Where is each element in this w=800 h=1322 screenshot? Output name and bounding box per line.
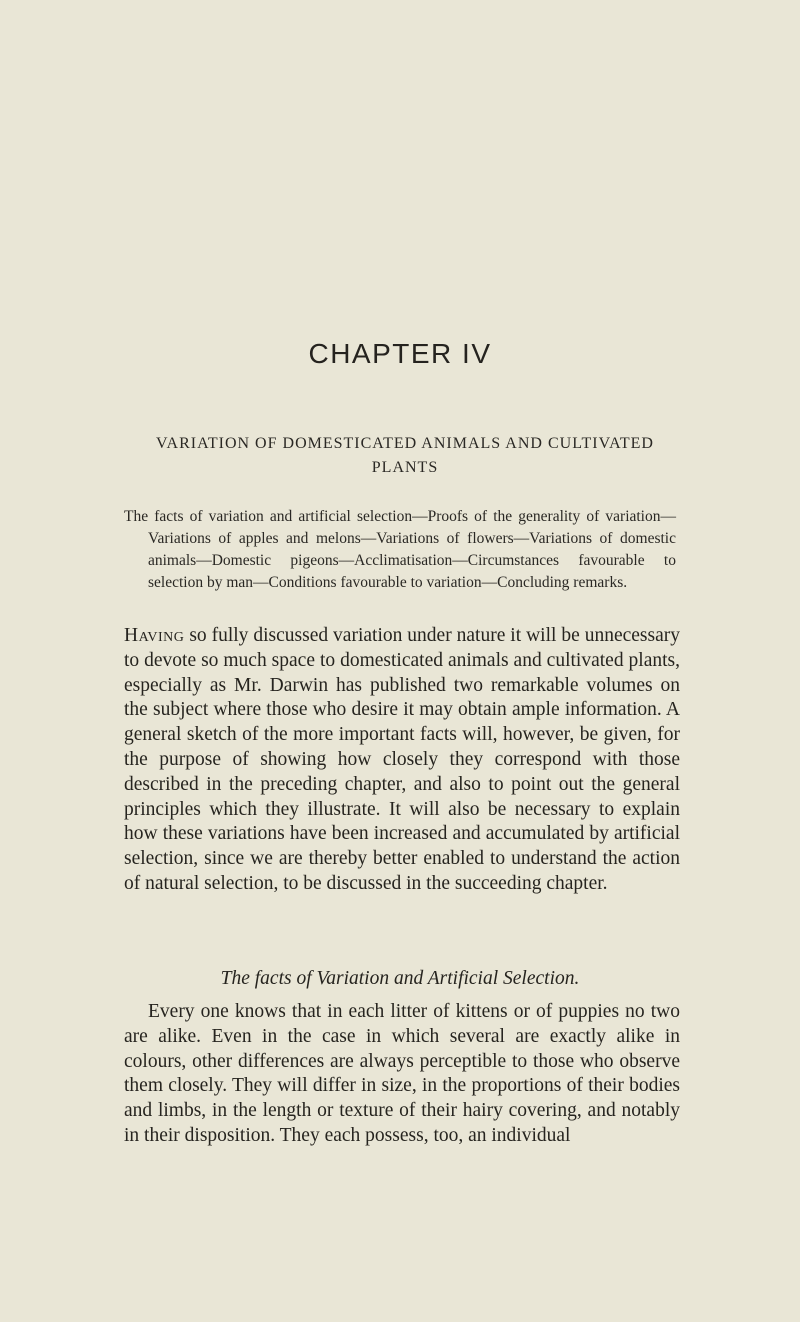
paragraph-1-lead: Having xyxy=(124,625,185,646)
chapter-title: CHAPTER IV xyxy=(308,338,492,369)
section-heading: The facts of Variation and Artificial Selection. xyxy=(220,968,580,989)
paragraph-1-text: so fully discussed variation under nature it will be unnecessary to devote so much space to domesticated animals and cultivated plants, especially as Mr. Darwin has published two remarkable volumes on the subject where those who desire it may obtain ample information. A general sketch of the more important facts will, however, be given, for the purpose of showing how closely they correspond with those described in the preceding chapter, and also to point out the general principles which they illustrate. It will also be necessary to explain how these variations have been increased and accumulated by artificial selection, since we are thereby better enabled to understand the action of natural selection, to be discussed in the succeeding chapter. xyxy=(124,625,680,894)
paragraph-1 xyxy=(124,624,680,897)
chapter-summary-text: The facts of variation and artificial selection—Proofs of the generality of variation—Variations of apples and melons—Variations of flowers—Variations of domestic animals—Domestic pigeons—Acclimatisation—Circumstances favourable to selection by man—Conditions favourable to variation—Concluding remarks. xyxy=(124,508,676,591)
chapter-summary xyxy=(124,506,676,594)
chapter-subtitle: VARIATION OF DOMESTICATED ANIMALS AND CULTIVATED PLANTS xyxy=(156,435,654,476)
paragraph-2: Every one knows that in each litter of kittens or of puppies no two are alike. Even in the case in which several are exactly alike in colours, other differences are always perceptible to those who observe them closely. They will differ in size, in the proportions of their bodies and limbs, in the length or texture of their hairy covering, and notably in their disposition. They each possess, too, an individual xyxy=(124,1001,680,1146)
